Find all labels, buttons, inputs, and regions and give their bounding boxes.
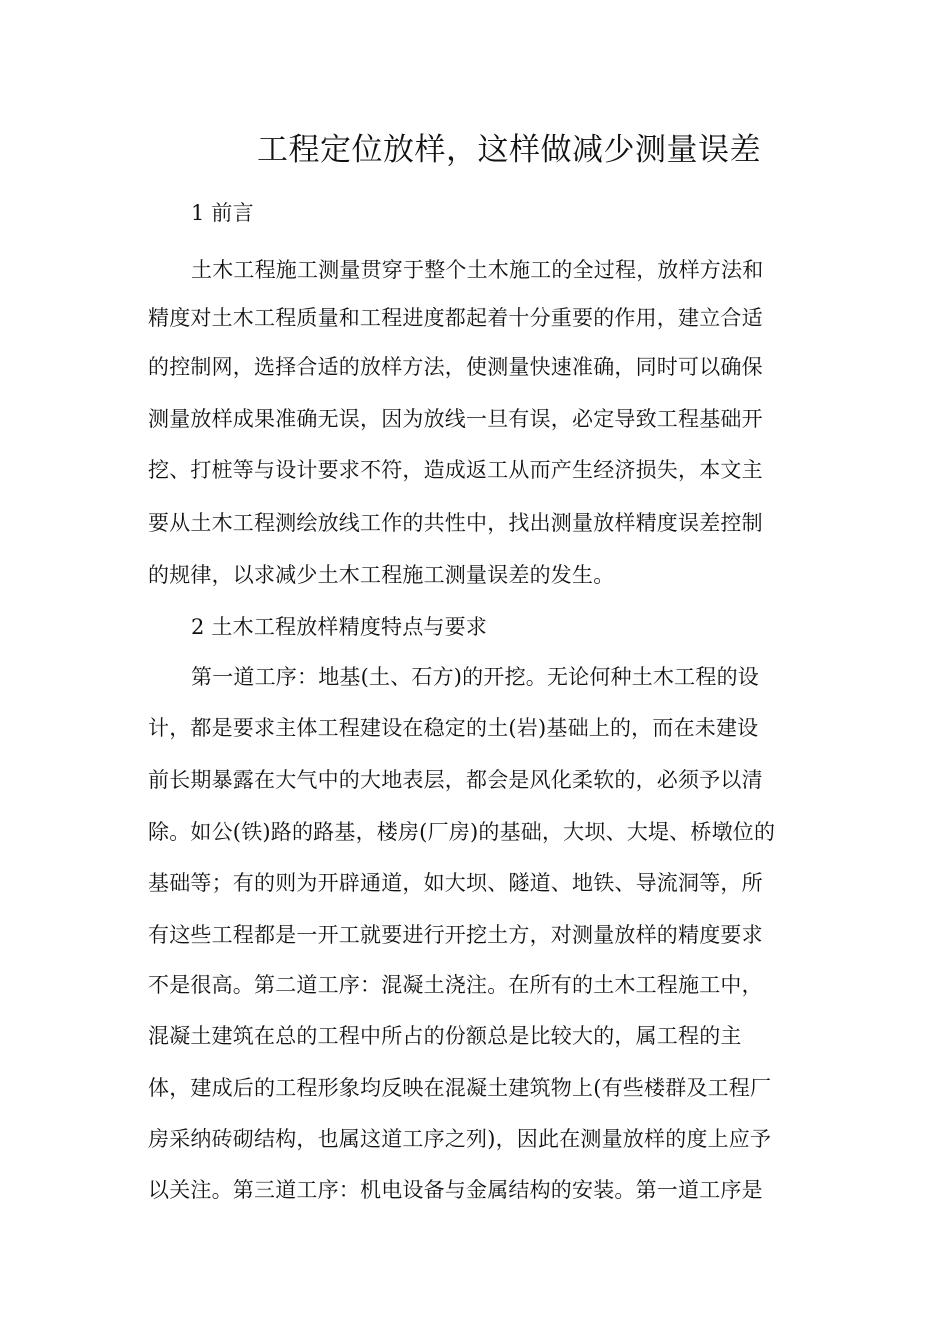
- paragraph-line: 房采纳砖砌结构，也属这道工序之列)，因此在测量放样的度上应予: [148, 1127, 772, 1151]
- paragraph-line: 体，建成后的工程形象均反映在混凝土建筑物上(有些楼群及工程厂: [148, 1076, 772, 1100]
- paragraph-line: 有这些工程都是一开工就要进行开挖土方，对测量放样的精度要求: [148, 923, 763, 947]
- paragraph-line: 土木工程施工测量贯穿于整个土木施工的全过程，放样方法和: [191, 258, 764, 282]
- paragraph-line: 挖、打桩等与设计要求不符，造成返工从而产生经济损失，本文主: [148, 458, 763, 482]
- paragraph-line: 第一道工序：地基(土、石方)的开挖。无论何种土木工程的设: [191, 665, 759, 689]
- paragraph-line: 混凝土建筑在总的工程中所占的份额总是比较大的，属工程的主: [148, 1024, 742, 1048]
- paragraph-line: 的控制网，选择合适的放样方法，使测量快速准确，同时可以确保: [148, 355, 763, 379]
- paragraph-line: 除。如公(铁)路的路基，楼房(厂房)的基础，大坝、大堤、桥墩位的: [148, 820, 776, 844]
- paragraph-line: 基础等；有的则为开辟通道，如大坝、隧道、地铁、导流洞等，所: [148, 871, 763, 895]
- paragraph-line: 测量放样成果准确无误，因为放线一旦有误，必定导致工程基础开: [148, 407, 763, 431]
- paragraph-line: 要从土木工程测绘放线工作的共性中，找出测量放样精度误差控制: [148, 511, 763, 535]
- paragraph-line: 前长期暴露在大气中的大地表层，都会是风化柔软的，必须予以清: [148, 768, 763, 792]
- document-title: 工程定位放样，这样做减少测量误差: [257, 132, 761, 168]
- paragraph-line: 计，都是要求主体工程建设在稳定的土(岩)基础上的，而在未建设: [148, 716, 759, 740]
- section-heading-1: 1 前言: [191, 201, 254, 225]
- paragraph-line: 的规律，以求减少土木工程施工测量误差的发生。: [148, 563, 615, 587]
- section-heading-2: 2 土木工程放样精度特点与要求: [191, 615, 488, 639]
- paragraph-line: 不是很高。第二道工序：混凝土浇注。在所有的土木工程施工中，: [148, 973, 763, 997]
- paragraph-line: 精度对土木工程质量和工程进度都起着十分重要的作用，建立合适: [148, 306, 763, 330]
- paragraph-line: 以关注。第三道工序：机电设备与金属结构的安装。第一道工序是: [148, 1178, 763, 1202]
